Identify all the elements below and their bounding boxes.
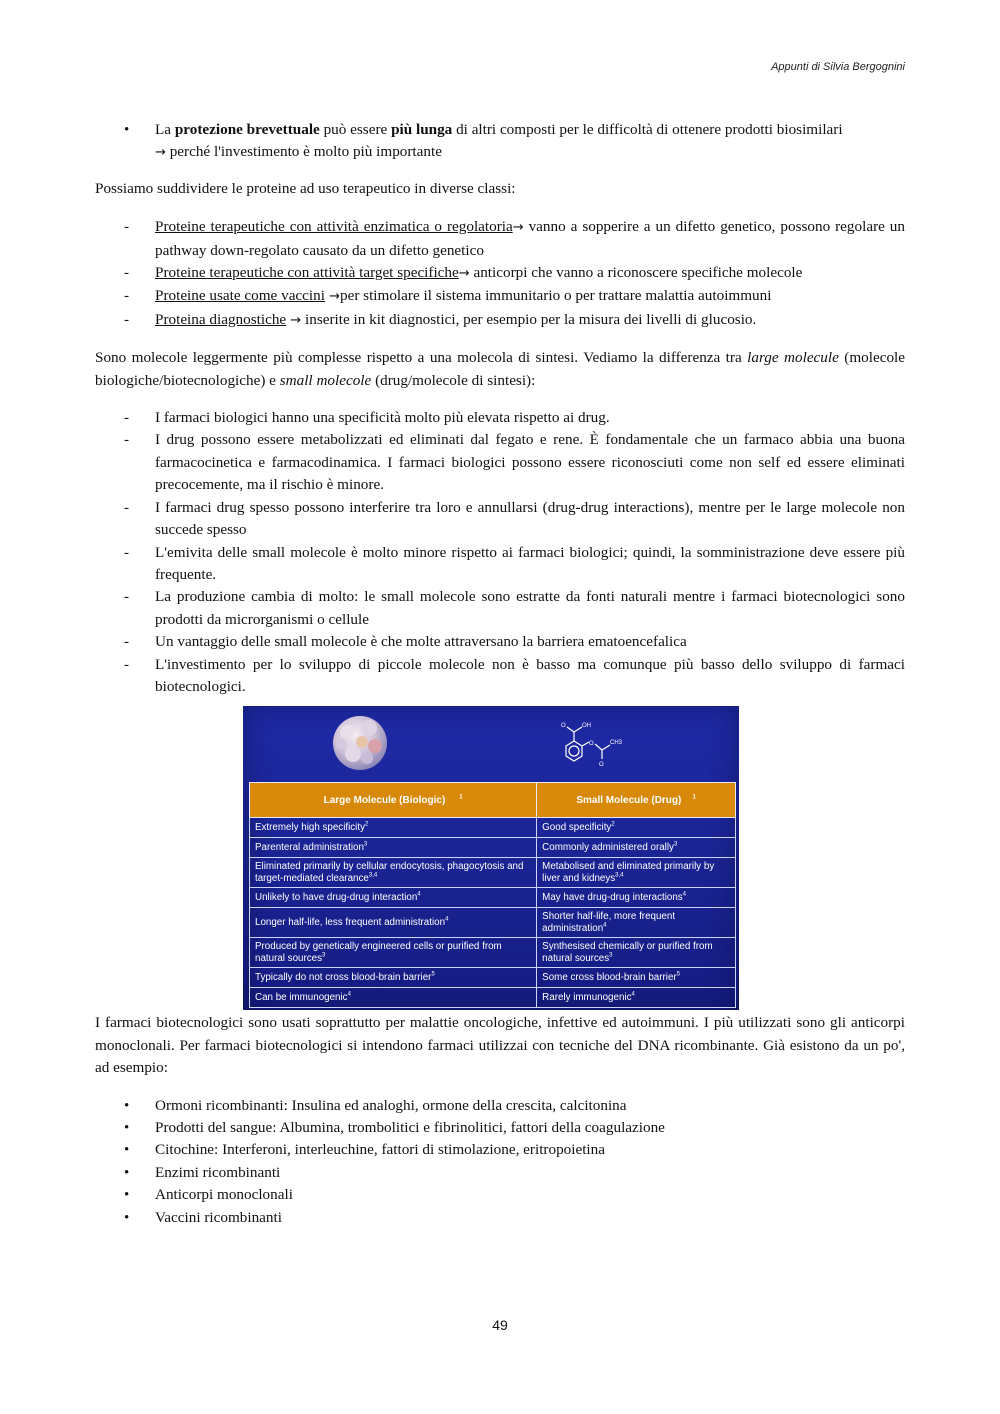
underlined-term: Proteine terapeutiche con attività target specifiche [155,264,459,282]
table-row [250,858,736,888]
comparison-slide-image [243,706,739,1010]
table-cell: Extremely high specificity$^2$ [250,818,537,838]
list-item: - I farmaci drug spesso possono interferire tra loro e annullarsi (drug-drug interactions), mentre per le large molecole non succede spesso [95,497,905,542]
running-header: Appunti di Silvia Bergognini [771,61,905,73]
page-body [95,119,905,1229]
table-cell: May have drug-drug interactions$^4$ [537,888,736,908]
table-cell: Longer half-life, less frequent administration$^4$ [250,908,537,938]
column-header: Large Molecule (Biologic) $^1$ [250,783,537,818]
text: anticorpi che vanno a riconoscere specifiche molecole [469,264,803,282]
list-item: • Enzimi ricombinanti [95,1162,905,1184]
table-cell: Produced by genetically engineered cells or purified from natural sources$^3$ [250,938,537,968]
arrow-icon: → [324,289,340,305]
text: (molecole biologiche/biotecnologiche) e [95,349,905,389]
table-cell: Typically do not cross blood-brain barrier$^5$ [250,968,537,988]
table-cell: Eliminated primarily by cellular endocytosis, phagocytosis and target-mediated clearance$^{3,4}$ [250,858,537,888]
table-header-row [250,783,736,818]
list-item: • Ormoni ricombinanti: Insulina ed analoghi, ormone della crescita, calcitonina [95,1095,905,1117]
comparison-table [249,782,736,1008]
table-row [250,888,736,908]
arrow-icon: → [458,266,470,282]
list-item: - L'emivita delle small molecole è molto minore rispetto ai farmaci biologici; quindi, la somministrazione deve essere più frequente. [95,542,905,587]
differences-list [95,407,905,698]
text: vanno a sopperire a un difetto genetico, possono regolare un pathway down-regolato causato da un difetto genetico [155,218,905,259]
bold-text: più lunga [391,121,453,138]
text: può essere [319,121,392,138]
text: (drug/molecole di sintesi): [371,371,536,389]
text: perché l'investimento è molto più importante [165,143,442,161]
atom-label: CH3 [610,740,623,747]
arrow-icon: → [155,145,166,161]
atom-label: OH [582,723,591,730]
paragraph [95,347,905,392]
underlined-term: Proteine usate come vaccini [155,287,325,305]
examples-list [95,1095,905,1229]
list-item [95,119,905,165]
underlined-term: Proteina diagnostiche [155,310,287,328]
text: per stimolare il sistema immunitario o per trattare malattia autoimmuni [339,287,772,305]
paragraph: Possiamo suddividere le proteine ad uso terapeutico in diverse classi: [95,179,516,197]
list-item: • Prodotti del sangue: Albumina, trombolitici e fibrinolitici, fattori della coagulazione [95,1117,905,1139]
list-item: • Vaccini ricombinanti [95,1207,905,1229]
atom-label: O [589,741,594,748]
page-number: 49 [492,1317,508,1333]
aspirin-structure-icon [546,712,636,772]
table-cell: Commonly administered orally$^3$ [537,838,736,858]
list-item [95,262,905,285]
protein-classes-list [95,216,905,332]
list-item: - I farmaci biologici hanno una specificità molto più elevata rispetto ai drug. [95,407,905,429]
list-item: - La produzione cambia di molto: le small molecole sono estratte da fonti naturali mentre i farmaci biotecnologici sono prodotti da microrganismi o cellule [95,586,905,631]
text: Sono molecole leggermente più complesse rispetto a una molecola di sintesi. Vediamo la differenza tra [95,349,748,367]
italic-term: small molecole [279,371,372,389]
table-cell: Shorter half-life, more frequent administration$^4$ [537,908,736,938]
list-item: • Anticorpi monoclonali [95,1184,905,1206]
paragraph: I farmaci biotecnologici sono usati soprattutto per malattie oncologiche, infettive ed autoimmuni. I più utilizzati sono gli anticorpi monoclonali. Per farmaci biotecnologici si intendono farmaci utilizzai con tecniche del DNA ricombinante. Già esistono da un po', ad esempio: [95,1014,905,1077]
column-header: Small Molecule (Drug) $^1$ [537,783,736,818]
table-cell: Some cross blood-brain barrier$^5$ [537,968,736,988]
table-cell: Good specificity$^2$ [537,818,736,838]
list-item [95,285,905,308]
list-item [95,309,905,332]
table-cell: Synthesised chemically or purified from natural sources$^3$ [537,938,736,968]
table-cell: Rarely immunogenic$^4$ [537,988,736,1008]
table-row [250,818,736,838]
atom-label: O [599,762,604,769]
atom-label: O [561,723,566,730]
intro-list [95,119,905,165]
table-cell: Unlikely to have drug-drug interaction$^4$ [250,888,537,908]
list-item: - I drug possono essere metabolizzati ed eliminati dal fegato e rene. È fondamentale che un farmaco abbia una buona farmacocinetica e farmacodinamica. I farmaci biologici possono essere riconosciuti come non self ed essere eliminati precocemente, ma il rischio è minore. [95,429,905,496]
list-item: • Citochine: Interferoni, interleuchine, fattori di stimolazione, eritropoietina [95,1139,905,1161]
text: di altri composti per le difficoltà di ottenere prodotti biosimilari [452,121,843,138]
underlined-term: Proteine terapeutiche con attività enzimatica o regolatoria [155,218,513,236]
table-row [250,988,736,1008]
table-cell: Parenteral administration$^3$ [250,838,537,858]
list-item [95,216,905,262]
italic-term: large molecule [747,349,839,367]
list-item: - L'investimento per lo sviluppo di piccole molecole non è basso ma comunque più basso dello sviluppo di farmaci biotecnologici. [95,654,905,699]
text: La [155,121,175,138]
table-cell: Can be immunogenic$^4$ [250,988,537,1008]
table-row [250,838,736,858]
table-row [250,968,736,988]
protein-structure-icon [329,712,391,774]
bold-text: protezione brevettuale [174,121,320,138]
arrow-icon: → [512,220,524,236]
list-item: - Un vantaggio delle small molecole è che molte attraversano la barriera ematoencefalica [95,631,905,653]
table-row [250,938,736,968]
table-cell: Metabolised and eliminated primarily by liver and kidneys$^{3,4}$ [537,858,736,888]
text: inserite in kit diagnostici, per esempio per la misura dei livelli di glucosio. [301,310,757,328]
table-row [250,908,736,938]
arrow-icon: → [286,312,302,328]
